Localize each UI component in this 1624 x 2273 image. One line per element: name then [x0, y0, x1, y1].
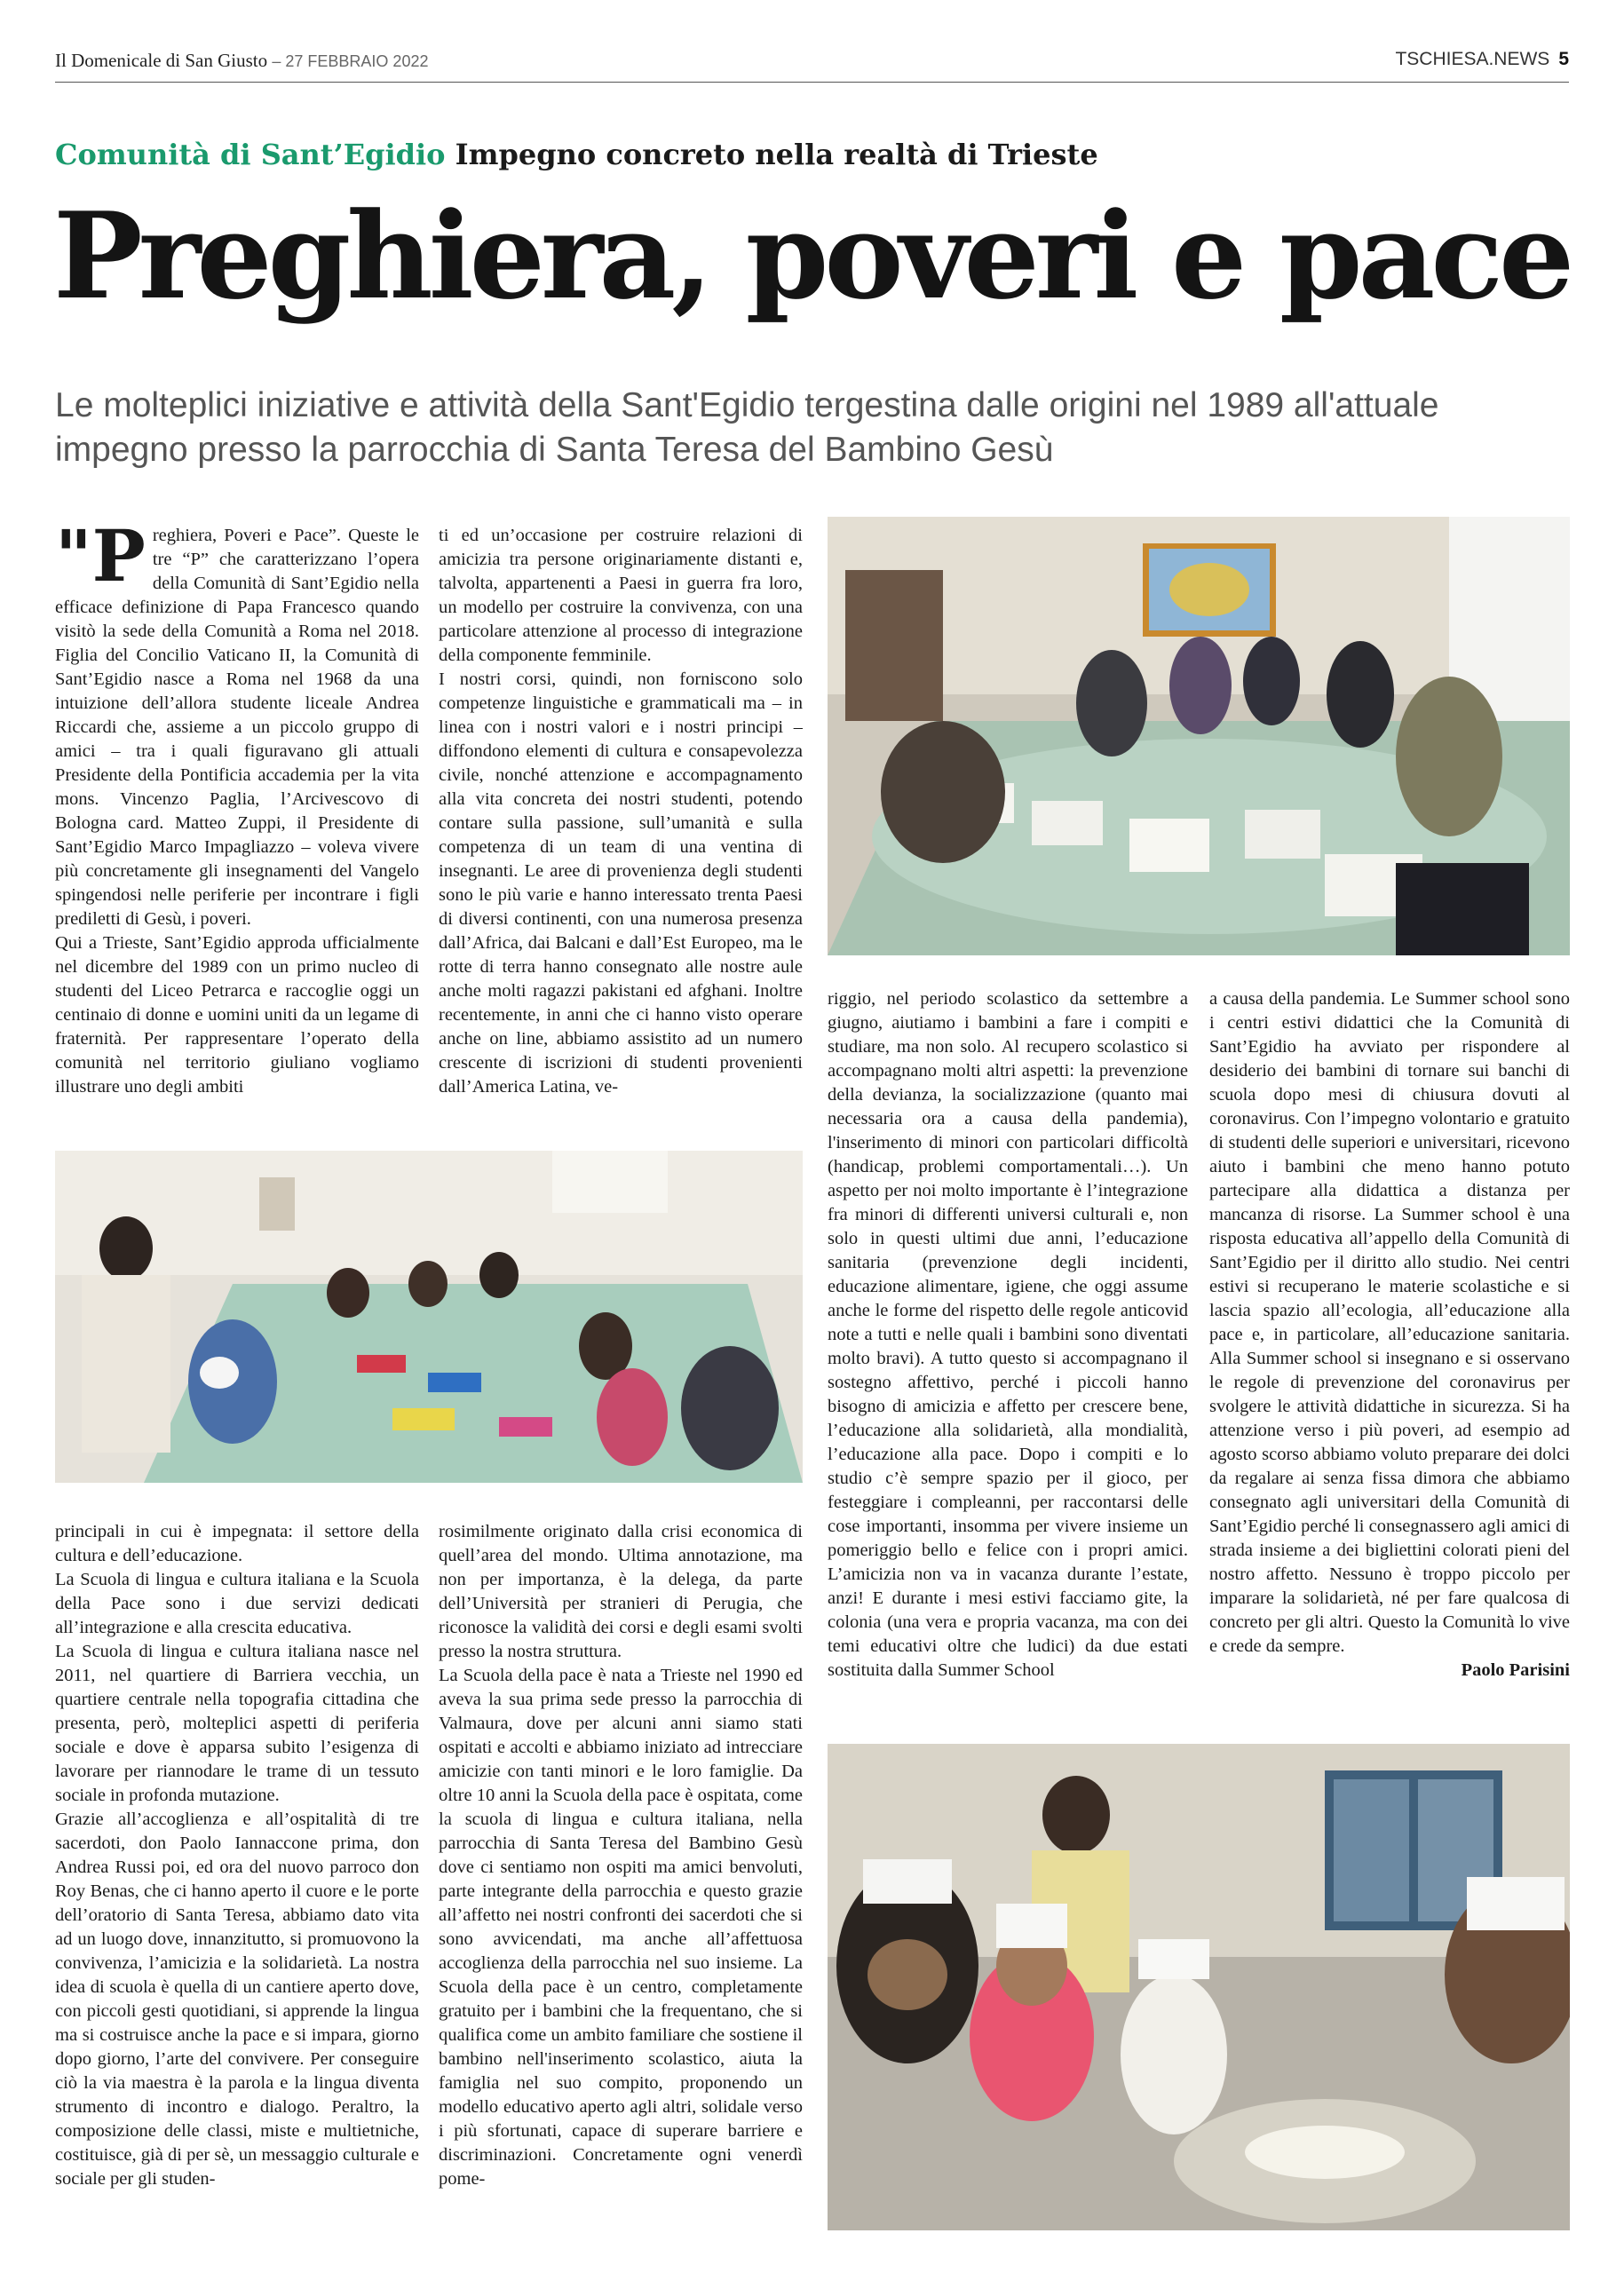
photo-children-class	[55, 1151, 803, 1483]
paragraph: I nostri corsi, quindi, non forniscono solo competenze linguistiche e grammaticali ma – in linea con i nostri valori e i nostri principi – diffondono elementi di cultura e consapevolezza civile, nonché attenzione e accompagnamento alla vita concreta dei nostri studenti, potendo contare sulla passione, sull’umanità e sulla competenza di un team di una ventina di insegnanti. Le aree di provenienza degli studenti sono le più varie e hanno interessato trenta Paesi di diversi continenti, con una numerosa presenza dall’Africa, dai Balcani e dall’Est Europeo, ma le rotte di terra hanno consegnato alle nostre aule anche molti ragazzi pakistani ed afghani. Inoltre recentemente, in anni che ci hanno visto operare anche on line, abbiamo assistito ad un numero crescente di iscrizioni di studenti provenienti dall’America Latina, ve-	[439, 669, 803, 1097]
paragraph: ti ed un’occasione per costruire relazioni di amicizia tra persone originariamente distanti e, talvolta, appartenenti a Paesi in guerra fra loro, un modello per costruire la convivenza, con una particolare attenzione al processo di integrazione della componente femminile.	[439, 526, 803, 665]
kicker	[55, 138, 1098, 171]
paragraph: Qui a Trieste, Sant’Egidio approda ufficialmente nel dicembre del 1989 con un primo nucleo di studenti del Liceo Petrarca e raccoglie oggi un centinaio di donne e uomini uniti da un legame di fraternità. Per rappresentare l’operato della comunità nel territorio giuliano vogliamo illustrare uno degli ambiti	[55, 933, 419, 1097]
paragraph: La Scuola della pace è nata a Trieste nel 1990 ed aveva la sua prima sede presso la parrocchia di Valmaura, dove per alcuni anni siamo stati ospitati e accolti e abbiamo iniziato ad intrecciare amicizie con tanti minori e le loro famiglie. Da oltre 10 anni la Scuola della pace è ospitata, come la scuola di lingua e cultura italiana, nella parrocchia di Santa Teresa del Bambino Gesù dove ci sentiamo non ospiti ma amici benvoluti, parte integrante della parrocchia e questo grazie all’affetto nei nostri confronti dei sacerdoti che si sono avvicendati, ma anche all’affettuosa accoglienza della parrocchia nel suo insieme. La Scuola della pace è un centro, completamente gratuito per i bambini che la frequentano, che si qualifica come un ambito familiare che sostiene il bambino nell'inserimento scolastico, aiuta la famiglia nel suo compito, proponendo un modello educativo aperto agli altri, solidale verso i più sfortunati, capace di superare barriere e discriminazioni. Concretamente ogni venerdì pome-	[439, 1666, 803, 2189]
article-column-2-top	[439, 524, 803, 1136]
photo-language-class	[828, 517, 1570, 955]
photo-summer-school	[828, 1744, 1570, 2230]
headline: Preghiera, poveri e pace	[53, 186, 1571, 326]
paragraph: riggio, nel periodo scolastico da settembre a giugno, aiutiamo i bambini a fare i compiti e studiare, ma non solo. Al recupero scolastico si accompagnano molti altri aspetti: la prevenzione della devianza, la socializzazione (quanto mai necessaria ora a causa della pandemia), l'inserimento di minori con particolari difficoltà (handicap, problemi comportamentali…). Un aspetto per noi molto importante è l’integrazione fra minori di differenti universi culturali e, non solo in questi ultimi due anni, l’educazione sanitaria (prevenzione degli incidenti, educazione alimentare, igiene, che oggi assume anche le forme del rispetto delle regole anticovid note a tutti e nelle quali i bambini sono diventati molto bravi). A tutto questo si accompagnano il sostegno affettivo, perché i piccoli hanno bisogno di amicizia e affetto per crescere bene, l’educazione alla solidarietà, alla mondialità, l’educazione alla pace. Dopo i compiti e lo studio c’è sempre spazio per il gioco, per festeggiare i compleanni, per raccontarsi delle cose importanti, insomma per vivere insieme un pomeriggio bello e felice con i propri amici. L’amicizia non va in vacanza durante l’estate, anzi! E durante i mesi estivi facciamo gite, la colonia (una vera e propria vacanza, ma con dei temi educativi oltre che ludici) da due estati sostituita dalla Summer School	[828, 989, 1188, 1680]
paragraph: rosimilmente originato dalla crisi economica di quell’area del mondo. Ultima annotazione, ma non per importanza, è la delega, da parte dell’Università per stranieri di Perugia, che riconosce la validità dei corsi e degli esami svolti presso la nostra struttura.	[439, 1522, 803, 1661]
article-column-4	[1209, 987, 1570, 1724]
publication-header	[55, 50, 428, 72]
photo-children-class-image	[55, 1151, 803, 1483]
paragraph: a causa della pandemia. Le Summer school sono i centri estivi didattici che la Comunità di Sant’Egidio ha avviato per rispondere al desiderio dei bambini di tornare sui banchi di scuola dopo mesi di chiusura dovuti al coronavirus. Con l’impegno volontario e gratuito di studenti delle superiori e universitari, ricevono aiuto i bambini che meno hanno potuto partecipare alla didattica a distanza per mancanza di risorse. La Summer school è una risposta educativa all’appello della Comunità di Sant’Egidio per il diritto allo studio. Nei centri estivi si recuperano le materie scolastiche e si lascia spazio all’ecologia, all’educazione alla pace e, in particolare, all’educazione sanitaria. Alla Summer school si insegnano e si osservano le regole di prevenzione del coronavirus per svolgere le attività didattiche in sicurezza. Si ha attenzione verso i più poveri, ad esempio ad agosto scorso abbiamo voluto preparare dei dolci da regalare ai senza fissa dimora che abbiamo consegnato agli universitari della Comunità di Sant’Egidio perché li consegnassero agli amici di strada insieme a dei bigliettini colorati pieni del nostro affetto. Nessuno è troppo piccolo per imparare la solidarietà, né per fare qualcosa di concreto per gli altri. Questo la Comunità lo vive e crede da sempre.	[1209, 989, 1570, 1656]
kicker-section: Comunità di Sant’Egidio	[55, 138, 446, 171]
paragraph: Grazie all’accoglienza e all’ospitalità di tre sacerdoti, don Paolo Iannaccone prima, don Andrea Russi poi, ed ora del nuovo parroco don Roy Benas, che ci hanno aperto il cuore e le porte dell’oratorio di Santa Teresa, abbiamo dato vita ad un luogo dove, innanzitutto, si promuovono la convivenza, l’amicizia e la solidarietà. La nostra idea di scuola è quella di un cantiere aperto dove, con piccoli gesti quotidiani, si apprende la lingua ma si costruisce anche la pace e si impara, giorno dopo giorno, l’arte del convivere. Per conseguire ciò la via maestra è la parola e la lingua diventa strumento di incontro e dialogo. Peraltro, la composizione delle classi, miste e multietniche, costituisce, già di per sè, un messaggio culturale e sociale per gli studen-	[55, 1810, 419, 2189]
paragraph: La Scuola di lingua e cultura italiana e la Scuola della Pace sono i due servizi dedicati all’integrazione e alla crescita educativa.	[55, 1570, 419, 1637]
page-number: 5	[1558, 49, 1569, 69]
standfirst: Le molteplici iniziative e attività della Sant'Egidio tergestina dalle origini nel 1989 all'attuale impegno presso la parrocchia di Santa Teresa del Bambino Gesù	[55, 386, 1439, 469]
kicker-topic: Impegno concreto nella realtà di Trieste	[455, 138, 1098, 171]
issue-date: – 27 FEBBRAIO 2022	[272, 52, 429, 70]
drop-cap: "P	[55, 524, 146, 598]
article-column-1-top	[55, 524, 419, 1136]
paragraph: La Scuola di lingua e cultura italiana nasce nel 2011, nel quartiere di Barriera vecchia, un quartiere centrale nella topografia cittadina che presenta, però, molteplici aspetti di periferia sociale e dove è apparsa subito l’esigenza di lavorare per riannodare le trame di un tessuto sociale in profonda mutazione.	[55, 1642, 419, 1805]
article-column-3	[828, 987, 1188, 1724]
photo-summer-school-image	[828, 1744, 1570, 2230]
paragraph: principali in cui è impegnata: il settore della cultura e dell’educazione.	[55, 1522, 419, 1565]
header-rule	[55, 82, 1569, 83]
article-column-1-bottom	[55, 1520, 419, 2230]
paragraph: reghiera, Poveri e Pace”. Queste le tre “P” che caratterizzano l’opera della Comunità di Sant’Egidio nella efficace definizione di Papa Francesco quando visitò la sede della Comunità a Roma nel 2018. Figlia del Concilio Vaticano II, la Comunità di Sant’Egidio nasce a Roma nel 1968 da una intuizione dell’allora studente liceale Andrea Riccardi che, assieme a un piccolo gruppo di amici – tra i quali figuravano gli attuali Presidente della Pontificia accademia per la vita mons. Vincenzo Paglia, l’Arcivescovo di Bologna card. Matteo Zuppi, il Presidente di Sant’Egidio Marco Impagliazzo – voleva vivere più concretamente gli insegnamenti del Vangelo spingendosi nelle periferie per incontrare i figli prediletti di Gesù, i poveri.	[55, 526, 419, 929]
publication-name: Il Domenicale di San Giusto	[55, 50, 268, 71]
article-column-2-bottom	[439, 1520, 803, 2230]
site-name: TSCHIESA.NEWS	[1395, 49, 1550, 69]
photo-language-class-image	[828, 517, 1570, 955]
page-header-right	[1395, 49, 1569, 70]
byline: Paolo Parisini	[1461, 1660, 1570, 1680]
